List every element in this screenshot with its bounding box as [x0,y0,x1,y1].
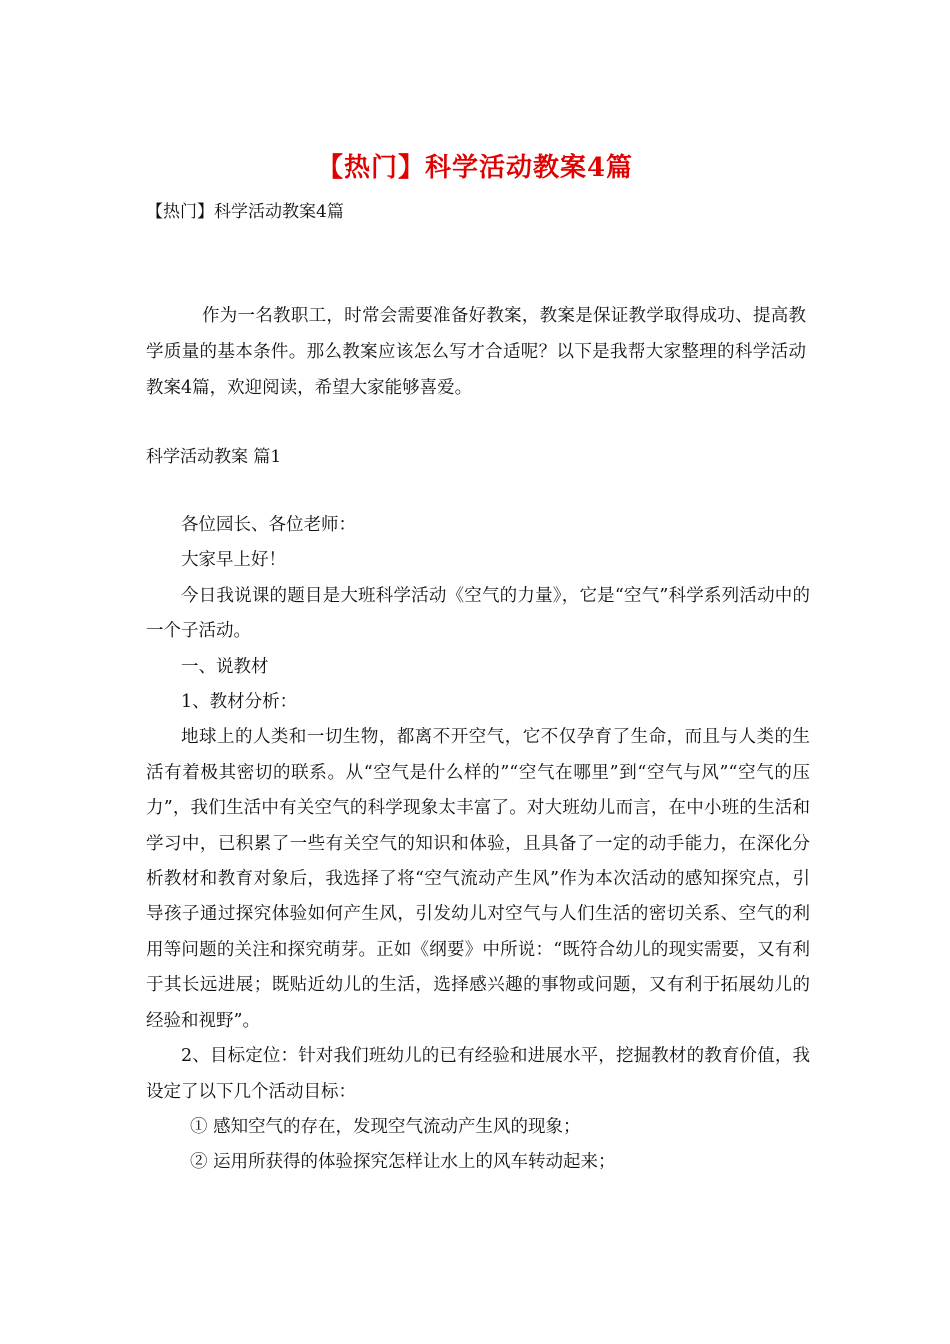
paragraph-topic: 今日我说课的题目是大班科学活动《空气的力量》，它是“空气”科学系列活动中的一个子活动。 [146,585,810,642]
document-subtitle: 【热门】科学活动教案4篇 [146,202,344,222]
goal-item: ① 感知空气的存在，发现空气流动产生风的现象； [190,1116,581,1137]
document-title: 【热门】科学活动教案4篇 [316,153,634,183]
paragraph-goal-positioning: 2、目标定位：针对我们班幼儿的已有经验和进展水平，挖掘教材的教育价值，我设定了以下几个活动目标： [146,1046,810,1102]
paragraph-material-analysis: 地球上的人类和一切生物，都离不开空气，它不仅孕育了生命，而且与人类的生活有着极其密切的联系。从“空气是什么样的”“空气在哪里”到“空气与风”“空气的压力”，我们生活中有关空气的科学现象太丰富了。对大班幼儿而言，在中小班的生活和学习中，已积累了一些有关空气的知识和体验，且具备了一定的动手能力，在深化分析教材和教育对象后，我选择了将“空气流动产生风”作为本次活动的感知探究点，引导孩子通过探究体验如何产生风，引发幼儿对空气与人们生活的密切关系、空气的利用等问题的关注和探究萌芽。正如《纲要》中所说：“既符合幼儿的现实需要，又有利于其长远进展；既贴近幼儿的生活，选择感兴趣的事物或问题，又有利于拓展幼儿的经验和视野”。 [146,727,810,1031]
section-heading: 科学活动教案 篇1 [146,447,282,467]
body-text [146,508,810,1181]
intro-paragraph [146,298,806,406]
paragraph-section-one: 一、说教材 [181,656,269,677]
intro-text: 作为一名教职工，时常会需要准备好教案，教案是保证教学取得成功、提高教学质量的基本条件。那么教案应该怎么写才合适呢？以下是我帮大家整理的科学活动教案4篇，欢迎阅读，希望大家能够喜爱。 [146,306,806,398]
paragraph-morning: 大家早上好！ [181,550,286,571]
paragraph-greeting: 各位园长、各位老师： [181,515,356,535]
goal-item: ② 运用所获得的体验探究怎样让水上的风车转动起来； [190,1152,616,1173]
paragraph-material-analysis-heading: 1、教材分析： [181,692,298,713]
